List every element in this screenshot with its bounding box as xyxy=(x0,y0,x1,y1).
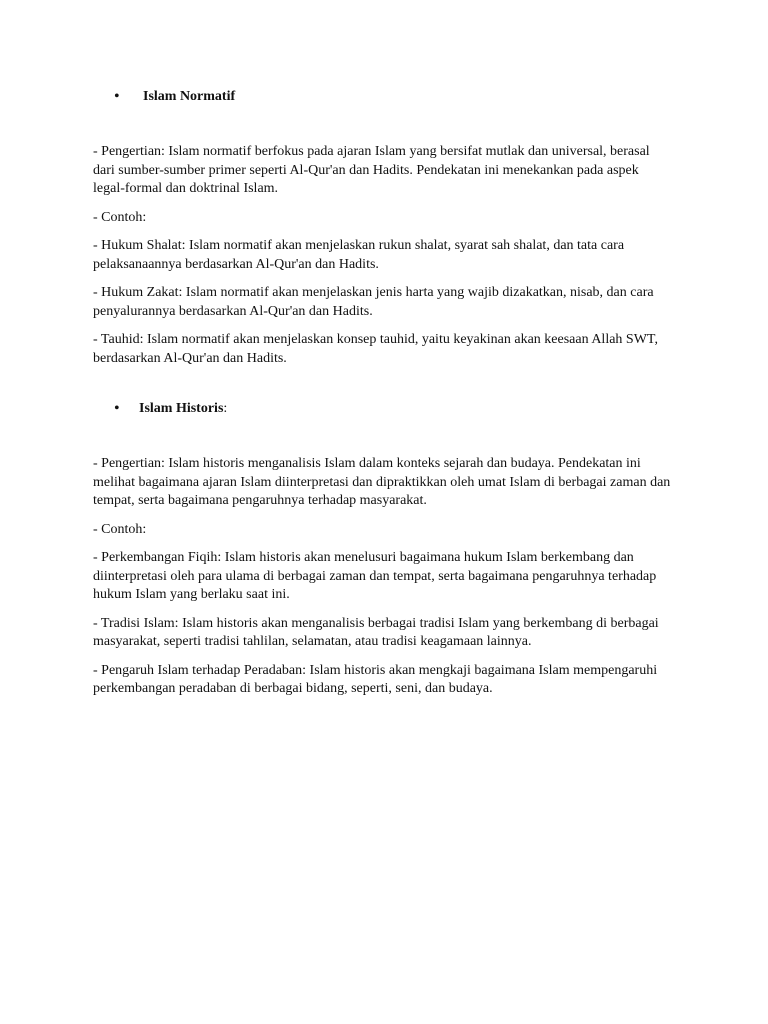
paragraph-definition: - Pengertian: Islam normatif berfokus pada ajaran Islam yang bersifat mutlak dan universal, berasal dari sumber-sumber primer seperti Al-Qur'an dan Hadits. Pendekatan ini menekankan pada aspek legal-formal dan doktrinal Islam. xyxy=(93,144,650,196)
section-body-islam-historis xyxy=(93,455,673,709)
paragraph-examples-label: - Contoh: xyxy=(93,521,147,537)
paragraph-example: - Hukum Shalat: Islam normatif akan menjelaskan rukun shalat, syarat sah shalat, dan tata cara pelaksanaannya berdasarkan Al-Qur'an dan Hadits. xyxy=(93,238,625,272)
heading-suffix: : xyxy=(223,401,228,416)
paragraph-example: - Hukum Zakat: Islam normatif akan menjelaskan jenis harta yang wajib dizakatkan, nisab, dan cara penyalurannya berdasarkan Al-Qur'an dan Hadits. xyxy=(93,285,654,319)
paragraph-example: - Tauhid: Islam normatif akan menjelaskan konsep tauhid, yaitu keyakinan akan keesaan Allah SWT, berdasarkan Al-Qur'an dan Hadits. xyxy=(93,332,658,366)
bullet-icon: • xyxy=(114,88,120,105)
section-heading-islam-historis xyxy=(114,400,227,418)
section-heading-islam-normatif xyxy=(114,88,235,106)
paragraph-example: - Perkembangan Fiqih: Islam historis akan menelusuri bagaimana hukum Islam berkembang dan diinterpretasi oleh para ulama di berbagai zaman dan tempat, serta bagaimana pengaruhnya terhadap hukum Islam yang berlaku saat ini. xyxy=(93,550,657,602)
paragraph-example: - Tradisi Islam: Islam historis akan menganalisis berbagai tradisi Islam yang berkembang di berbagai masyarakat, seperti tradisi tahlilan, selamatan, atau tradisi keagamaan lainnya. xyxy=(93,615,659,649)
paragraph-example: - Pengaruh Islam terhadap Peradaban: Islam historis akan mengkaji bagaimana Islam mempengaruhi perkembangan peradaban di berbagai bidang, seperti, seni, dan budaya. xyxy=(93,662,658,696)
heading-text: Islam Historis xyxy=(139,401,224,416)
paragraph-definition: - Pengertian: Islam historis menganalisis Islam dalam konteks sejarah dan budaya. Pendekatan ini melihat bagaimana ajaran Islam diinterpretasi dan dipraktikkan oleh umat Islam di berbagai zaman dan tempat, serta bagaimana pengaruhnya terhadap masyarakat. xyxy=(93,456,671,508)
bullet-icon: • xyxy=(114,400,120,417)
heading-text: Islam Normatif xyxy=(143,89,236,104)
paragraph-examples-label: - Contoh: xyxy=(93,209,147,225)
section-body-islam-normatif xyxy=(93,143,673,378)
